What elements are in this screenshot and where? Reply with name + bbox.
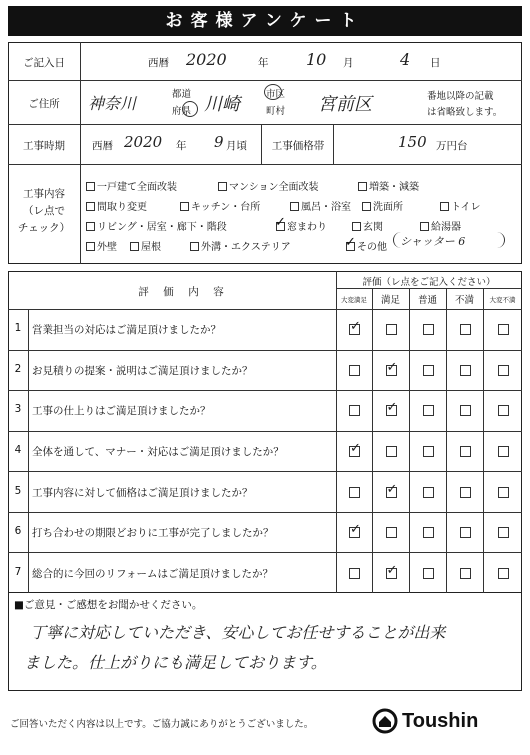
- work-option-label: キッチン・台所: [191, 202, 261, 213]
- check-mark-icon: ✓: [350, 522, 361, 538]
- address-label: ご住所: [28, 98, 60, 110]
- pref-circle: [182, 101, 198, 117]
- check-mark-icon: ✓: [345, 234, 356, 250]
- check-mark-icon: ✓: [386, 359, 398, 375]
- rating-checkbox[interactable]: [423, 405, 434, 416]
- rating-checkbox[interactable]: [498, 446, 509, 457]
- rating-checkbox[interactable]: [423, 324, 434, 335]
- work-option-label: 外壁: [97, 242, 117, 253]
- rating-checkbox[interactable]: [498, 527, 509, 538]
- checkbox[interactable]: [275, 214, 286, 231]
- rating-checkbox[interactable]: [423, 365, 434, 376]
- work-option[interactable]: [190, 238, 291, 253]
- price-label: 工事価格帯: [271, 140, 325, 152]
- date-month-unit: 月: [343, 57, 354, 69]
- rating-checkbox[interactable]: [498, 324, 509, 335]
- work-option-label: 間取り変更: [97, 202, 147, 213]
- question-text: 工事内容に対して価格はご満足頂けましたか？: [32, 486, 253, 499]
- work-label-2: （レ点で: [23, 205, 65, 217]
- rating-checkbox[interactable]: [349, 365, 360, 376]
- checkbox[interactable]: [358, 182, 367, 191]
- rating-checkbox[interactable]: [460, 568, 471, 579]
- checkbox[interactable]: [190, 242, 199, 251]
- work-other-paren: [393, 232, 505, 248]
- question-text: 営業担当の対応はご満足頂けましたか？: [32, 324, 221, 337]
- rating-checkbox[interactable]: [386, 446, 397, 457]
- footer-thanks: ご回答いただく内容は以上です。ご協力誠にありがとうございました。: [10, 719, 314, 730]
- rating-checkbox[interactable]: [460, 405, 471, 416]
- work-option[interactable]: [86, 238, 117, 253]
- work-option-label: リビング・居室・廊下・階段: [97, 222, 227, 233]
- work-option[interactable]: [352, 218, 383, 233]
- price-value[interactable]: 150: [398, 133, 427, 151]
- pref-unit-2: 府県: [172, 106, 192, 117]
- question-text: 工事の仕上りはご満足頂けましたか？: [32, 405, 211, 418]
- rating-checkbox[interactable]: [423, 487, 434, 498]
- eval-column-header: 満足: [380, 295, 400, 306]
- eval-column-header: 大変不満: [489, 296, 516, 304]
- check-mark-icon: ✓: [275, 214, 286, 230]
- checkbox[interactable]: [130, 242, 139, 251]
- question-number: 6: [14, 525, 22, 538]
- toushin-logo-icon: [372, 708, 398, 734]
- brand-name: Toushin: [402, 710, 479, 732]
- question-text: お見積りの提案・説明はご満足頂けましたか？: [32, 364, 253, 377]
- work-option-label: 風呂・浴室: [301, 202, 351, 213]
- checkbox[interactable]: [352, 222, 361, 231]
- rating-checkbox[interactable]: [386, 324, 397, 335]
- work-label-1: 工事内容: [23, 188, 65, 200]
- rating-checkbox[interactable]: [386, 527, 397, 538]
- comments-label: ■ご意見・ご感想をお聞かせください。: [14, 599, 203, 611]
- comments-line-1[interactable]: 丁寧に対応していただき、安心してお任せすることが出来: [30, 623, 446, 642]
- rating-checkbox[interactable]: [349, 405, 360, 416]
- check-mark-icon: ✓: [386, 481, 398, 497]
- question-number: 4: [14, 444, 22, 456]
- period-year[interactable]: 2020: [124, 133, 163, 151]
- work-other-text[interactable]: シャッター 6: [400, 235, 466, 248]
- rating-checkbox[interactable]: [460, 446, 471, 457]
- rating-checkbox[interactable]: [498, 365, 509, 376]
- date-day-unit: 日: [430, 57, 441, 69]
- work-option[interactable]: [180, 198, 260, 213]
- work-option-label: 外溝・エクステリア: [201, 242, 291, 253]
- price-unit: 万円台: [436, 140, 468, 152]
- work-option-label: 屋根: [141, 242, 161, 253]
- work-option-label: 窓まわり: [287, 222, 327, 233]
- work-option-label: 洗面所: [373, 202, 403, 213]
- work-option-label: 給湯器: [431, 222, 461, 233]
- checkbox[interactable]: [86, 222, 95, 231]
- comments-line-2[interactable]: ました。仕上がりにも満足しております。: [24, 653, 327, 672]
- checkbox[interactable]: [218, 182, 227, 191]
- question-number: 1: [14, 322, 22, 335]
- evaluation-table: [8, 271, 522, 593]
- period-year-unit: 年: [176, 140, 187, 152]
- work-option[interactable]: [440, 198, 481, 213]
- address-note-2: は省略致します。: [427, 107, 503, 118]
- address-note-1: 番地以降の記載: [427, 91, 494, 102]
- question-text: 打ち合わせの期限どおりに工事が完了しましたか？: [32, 527, 274, 540]
- eval-column-header: 大変満足: [341, 296, 367, 304]
- rating-checkbox[interactable]: [460, 324, 471, 335]
- question-number: 5: [14, 484, 22, 497]
- eval-column-header: 不満: [454, 295, 474, 306]
- work-option[interactable]: [275, 214, 327, 233]
- address-prefecture[interactable]: 神奈川: [88, 94, 137, 113]
- address-city[interactable]: 川崎: [204, 94, 240, 115]
- work-option[interactable]: [345, 234, 387, 253]
- work-option[interactable]: [420, 218, 461, 233]
- survey-title: お客様アンケート: [8, 6, 522, 36]
- checkbox[interactable]: [180, 202, 189, 211]
- question-number: 2: [14, 362, 22, 375]
- rating-checkbox[interactable]: [498, 487, 509, 498]
- work-option-label: トイレ: [451, 202, 481, 213]
- checkbox[interactable]: [290, 202, 299, 211]
- rating-checkbox[interactable]: [423, 568, 434, 579]
- date-day[interactable]: 4: [400, 50, 411, 69]
- work-option-label: 一戸建て全面改装: [97, 182, 177, 193]
- work-option-label: その他: [357, 242, 387, 253]
- rating-checkbox[interactable]: [460, 365, 471, 376]
- period-month[interactable]: 9: [214, 133, 224, 151]
- rating-checkbox[interactable]: [498, 568, 509, 579]
- work-option[interactable]: [130, 238, 161, 253]
- rating-checkbox[interactable]: [460, 487, 471, 498]
- checkbox[interactable]: [362, 202, 371, 211]
- work-option[interactable]: [362, 198, 403, 213]
- check-mark-icon: ✓: [386, 562, 398, 578]
- checkbox[interactable]: [86, 182, 95, 191]
- checkbox[interactable]: [86, 242, 95, 251]
- date-label: ご記入日: [23, 57, 65, 69]
- rating-checkbox[interactable]: [349, 487, 360, 498]
- city-unit-1: 市区: [266, 89, 286, 100]
- question-text: 総合的に今回のリフォームはご満足頂けましたか？: [32, 567, 273, 580]
- work-label-3: チェック）: [17, 222, 71, 234]
- rating-checkbox[interactable]: [423, 446, 434, 457]
- question-number: 7: [14, 565, 22, 578]
- city-unit-2: 町村: [266, 106, 286, 117]
- period-label: 工事時期: [23, 140, 65, 152]
- city-circle: [264, 84, 282, 100]
- work-option[interactable]: [290, 198, 351, 213]
- checkbox[interactable]: [440, 202, 449, 211]
- work-option-label: マンション全面改装: [229, 182, 319, 193]
- eval-header-rating: 評価（レ点をご記入ください）: [362, 277, 496, 288]
- check-mark-icon: ✓: [386, 400, 398, 416]
- question-number: 3: [14, 403, 22, 416]
- rating-checkbox[interactable]: [423, 527, 434, 538]
- check-mark-icon: ✓: [350, 319, 361, 335]
- date-month[interactable]: 10: [306, 50, 327, 69]
- rating-checkbox[interactable]: [349, 568, 360, 579]
- eval-column-header: 普通: [417, 295, 437, 306]
- checkbox[interactable]: [86, 202, 95, 211]
- rating-checkbox[interactable]: [460, 527, 471, 538]
- checkbox[interactable]: [420, 222, 429, 231]
- work-option[interactable]: [86, 218, 227, 233]
- address-ward[interactable]: 宮前区: [318, 94, 372, 115]
- work-option[interactable]: [218, 178, 319, 193]
- date-year-unit: 年: [258, 57, 269, 69]
- checkbox[interactable]: [345, 234, 356, 251]
- date-era: 西暦: [148, 57, 169, 69]
- rating-checkbox[interactable]: [498, 405, 509, 416]
- eval-header-content: 評 価 内 容: [138, 286, 226, 298]
- check-mark-icon: ✓: [350, 441, 361, 456]
- pref-unit-1: 都道: [172, 89, 192, 100]
- work-option-label: 玄関: [363, 222, 383, 233]
- period-month-unit: 月頃: [226, 140, 247, 152]
- work-option[interactable]: [86, 178, 177, 193]
- work-option[interactable]: [358, 178, 419, 193]
- period-era: 西暦: [92, 140, 113, 152]
- date-year[interactable]: 2020: [186, 50, 227, 69]
- question-text: 全体を通して、マナー・対応はご満足頂けましたか？: [32, 446, 284, 458]
- work-option-label: 増築・減築: [369, 182, 419, 193]
- work-option[interactable]: [86, 198, 147, 213]
